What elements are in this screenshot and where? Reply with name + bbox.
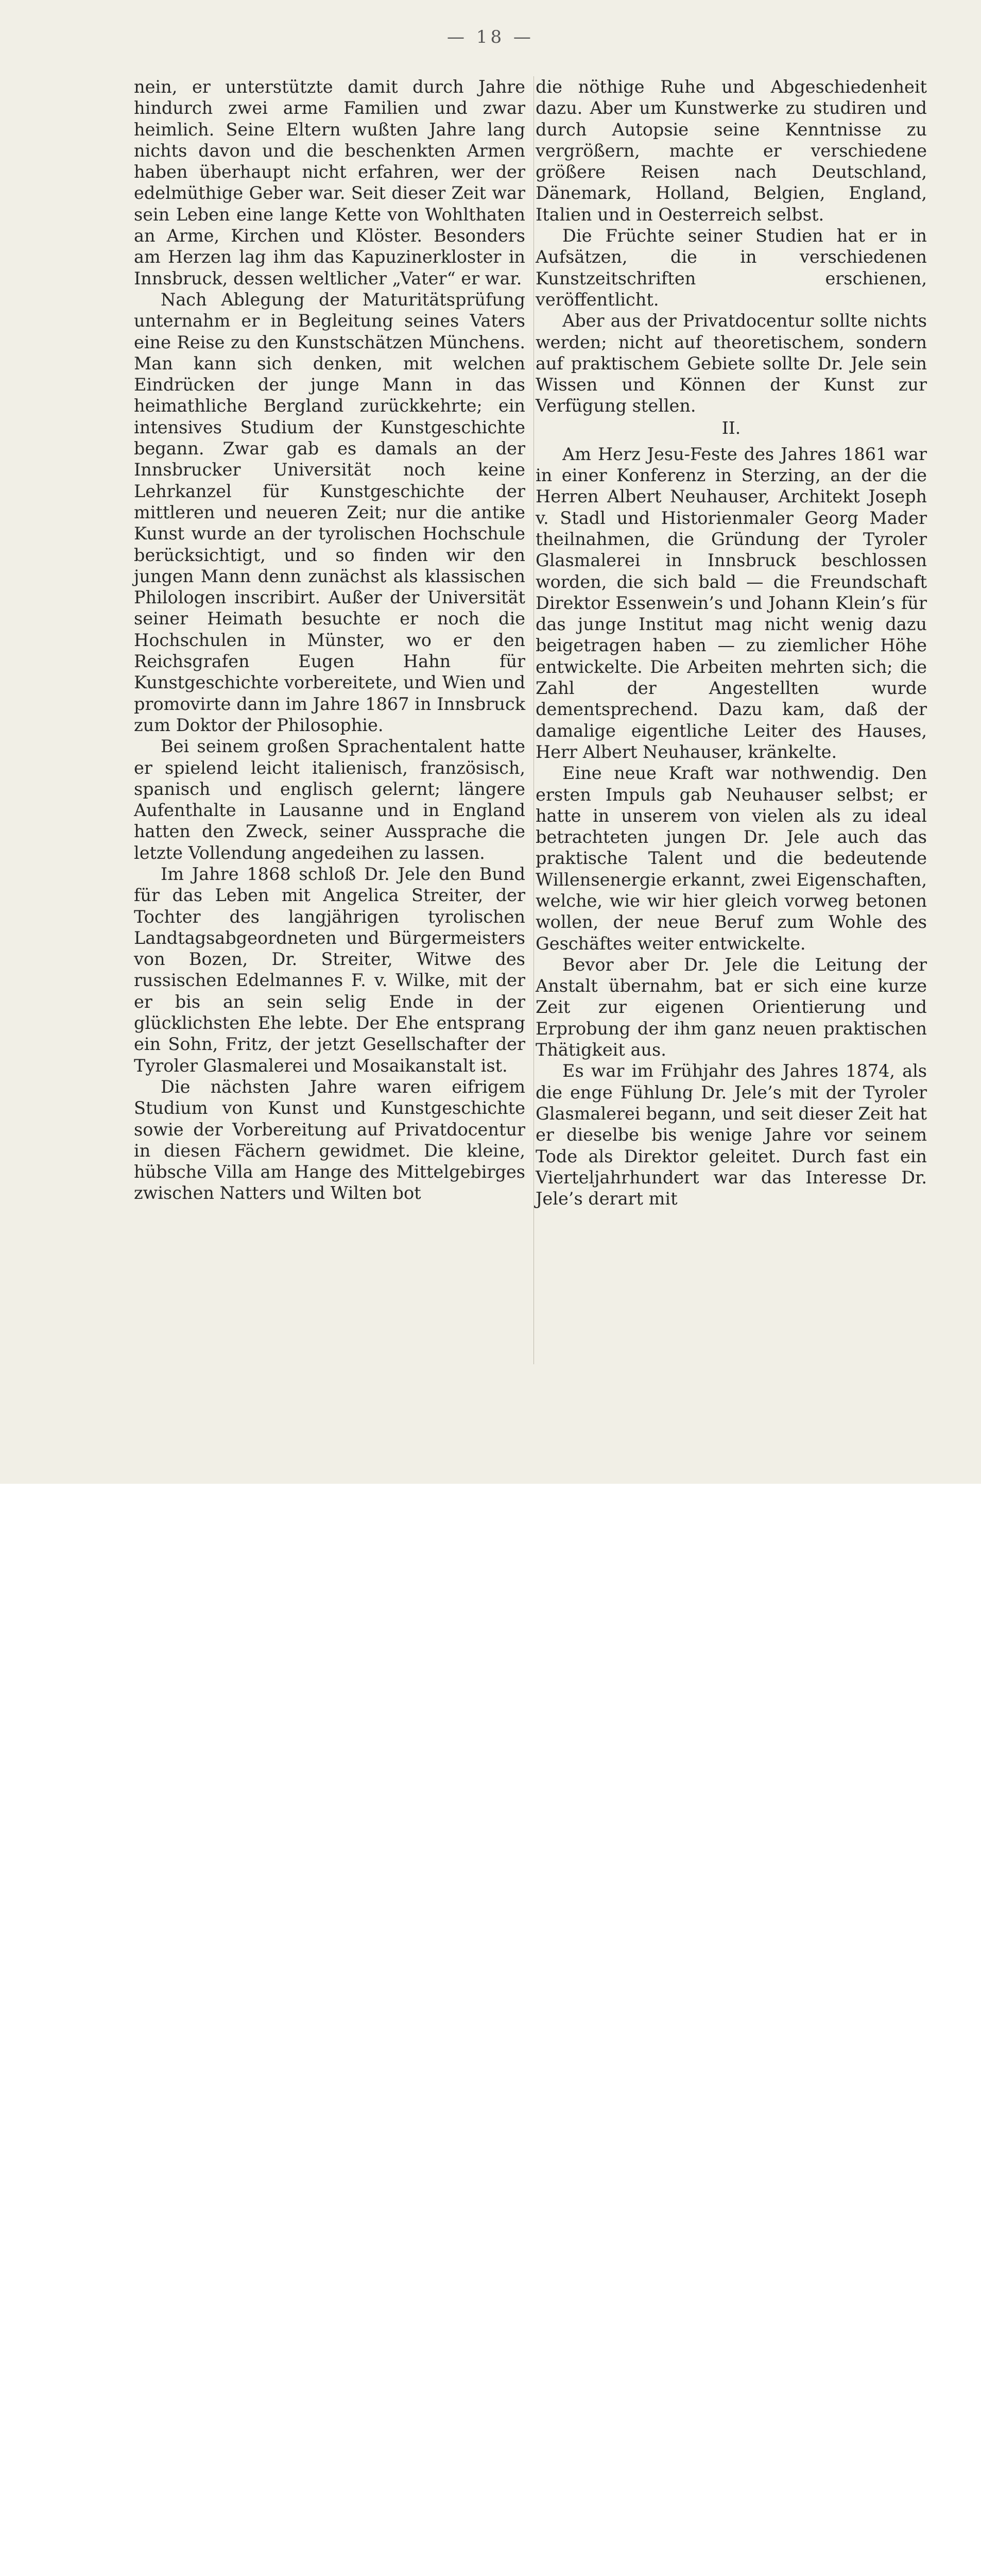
paragraph: Bei seinem großen Sprachentalent hatte er spielend leicht italienisch, französisch, spanisch und englisch gelernt; längere Aufenthalte in Lausanne und in England hatten den Zweck, seiner Aussprache die letzte Vollendung angedeihen zu lassen. — [134, 736, 525, 863]
paragraph: Die nächsten Jahre waren eifrigem Studium von Kunst und Kunstgeschichte sowie der Vorbereitung auf Privatdocentur in diesen Fächern gewidmet. Die kleine, hübsche Villa am Hange des Mittelgebirges zwischen Natters und Wilten bot — [134, 1076, 525, 1204]
paragraph: Es war im Frühjahr des Jahres 1874, als die enge Fühlung Dr. Jele’s mit der Tyroler Glasmalerei begann, und seit dieser Zeit hat er dieselbe bis wenige Jahre vor seinem Tode als Direktor geleitet. Durch fast ein Vierteljahrhundert war das Interesse Dr. Jele’s derart mit — [536, 1061, 927, 1209]
column-divider — [533, 76, 534, 1364]
paragraph: nein, er unterstützte damit durch Jahre hindurch zwei arme Familien und zwar heimlich. Seine Eltern wußten Jahre lang nichts davon und die beschenkten Armen haben überhaupt nicht erfahren, wer der edelmüthige Geber war. Seit dieser Zeit war sein Leben eine lange Kette von Wohlthaten an Arme, Kirchen und Klöster. Besonders am Herzen lag ihm das Kapuzinerkloster in Innsbruck, dessen weltlicher „Vater“ er war. — [134, 77, 525, 289]
paragraph: Am Herz Jesu-Feste des Jahres 1861 war in einer Konferenz in Sterzing, an der die Herren Albert Neuhauser, Architekt Joseph v. Stadl und Historienmaler Georg Mader theilnahmen, die Gründung der Tyroler Glasmalerei in Innsbruck beschlossen worden, die sich bald — die Freundschaft Direktor Essenwein’s und Johann Klein’s für das junge Institut mag nicht wenig dazu beigetragen haben — zu ziemlicher Höhe entwickelte. Die Arbeiten mehrten sich; die Zahl der Angestellten wurde dementsprechend. Dazu kam, daß der damalige eigentliche Leiter des Hauses, Herr Albert Neuhauser, kränkelte. — [536, 444, 927, 762]
digitization-footer — [0, 1484, 981, 1556]
section-heading: II. — [721, 417, 741, 438]
paragraph: die nöthige Ruhe und Abgeschiedenheit dazu. Aber um Kunstwerke zu studiren und durch Autopsie seine Kenntnisse zu vergrößern, machte er verschiedene größere Reisen nach Deutschland, Dänemark, Holland, Belgien, England, Italien und in Oesterreich selbst. — [536, 77, 927, 225]
right-column — [536, 76, 927, 1209]
paragraph: Aber aus der Privatdocentur sollte nichts werden; nicht auf theoretischem, sondern auf praktischem Gebiete sollte Dr. Jele sein Wissen und Können der Kunst zur Verfügung stellen. — [536, 311, 927, 416]
left-column — [134, 76, 525, 1204]
paragraph: Bevor aber Dr. Jele die Leitung der Anstalt übernahm, bat er sich eine kurze Zeit zur eigenen Orientierung und Erprobung der ihm ganz neuen praktischen Thätigkeit aus. — [536, 954, 927, 1060]
paragraph: Nach Ablegung der Maturitätsprüfung unternahm er in Begleitung seines Vaters eine Reise zu den Kunstschätzen Münchens. Man kann sich denken, mit welchen Eindrücken der junge Mann in das heimathliche Bergland zurückkehrte; ein intensives Studium der Kunstgeschichte begann. Zwar gab es damals an der Innsbrucker Universität noch keine Lehrkanzel für Kunstgeschichte der mittleren und neueren Zeit; nur die antike Kunst wurde an der tyrolischen Hochschule berücksichtigt, und so finden wir den jungen Mann denn zunächst als klassischen Philologen inscribirt. Außer der Universität seiner Heimath besuchte er noch die Hochschulen in Münster, wo er den Reichsgrafen Eugen Hahn für Kunstgeschichte vorbereitete, und Wien und promovirte dann im Jahre 1867 in Innsbruck zum Doktor der Philosophie. — [134, 289, 525, 735]
paragraph: Die Früchte seiner Studien hat er in Aufsätzen, die in verschiedenen Kunstzeitschriften erschienen, veröffentlicht. — [536, 226, 927, 310]
paragraph: Im Jahre 1868 schloß Dr. Jele den Bund für das Leben mit Angelica Streiter, der Tochter des langjährigen tyrolischen Landtagsabgeordneten und Bürgermeisters von Bozen, Dr. Streiter, Witwe des russischen Edelmannes F. v. Wilke, mit der er bis an sein selig Ende in der glücklichsten Ehe lebte. Der Ehe entsprang ein Sohn, Fritz, der jetzt Gesellschafter der Tyroler Glasmalerei und Mosaikanstalt ist. — [134, 863, 525, 1076]
page-number: — 18 — — [447, 27, 534, 47]
paragraph: Eine neue Kraft war nothwendig. Den ersten Impuls gab Neuhauser selbst; er hatte in unserem von vielen als zu ideal betrachteten jungen Dr. Jele auch das praktische Talent und die bedeutende Willensenergie erkannt, zwei Eigenschaften, welche, wie wir hier gleich vorweg betonen wollen, der neue Beruf zum Wohle des Geschäftes weiter entwickelte. — [536, 763, 927, 954]
